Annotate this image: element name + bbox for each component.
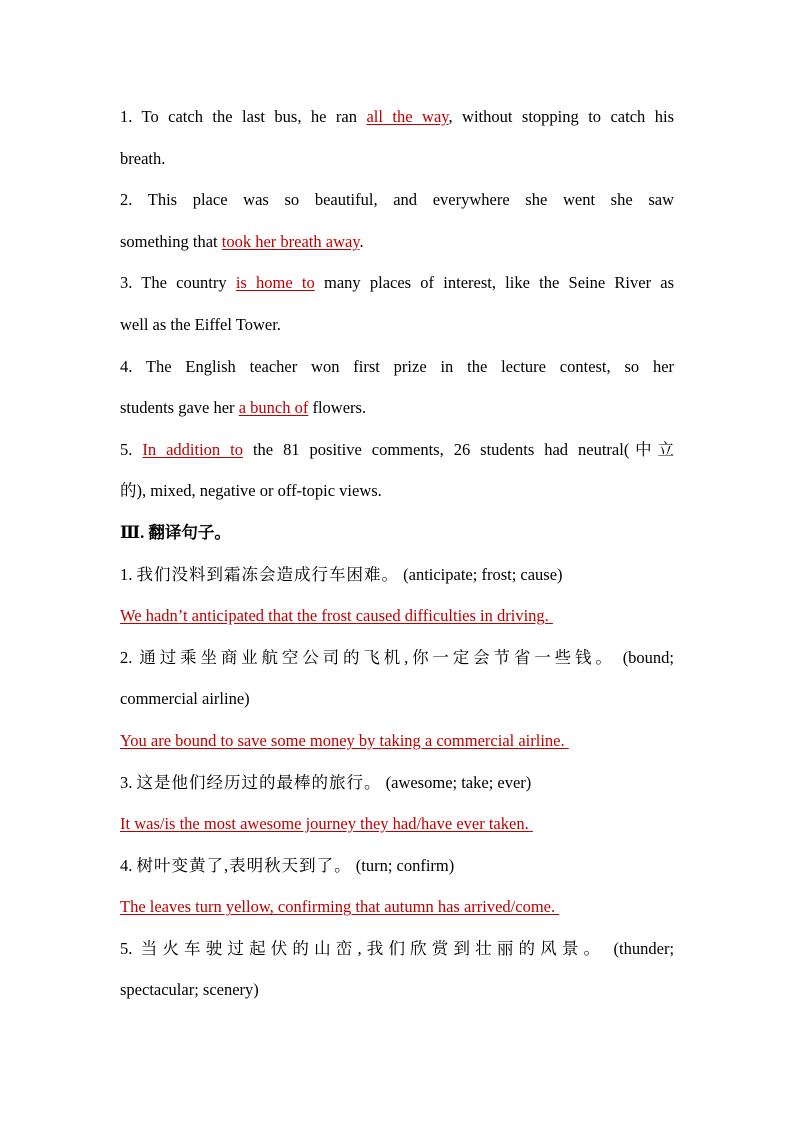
translate-2-hint-cont: commercial airline) <box>120 689 250 709</box>
translate-5-prompt <box>120 928 674 970</box>
answer-blank: took her breath away <box>221 231 360 251</box>
answer-blank: all the way <box>366 107 449 126</box>
item-number: 3. <box>120 273 133 293</box>
item-1-line-2: breath. <box>120 148 166 168</box>
document-page <box>120 96 674 1011</box>
chinese-sentence: 通过乘坐商业航空公司的飞机,你一定会节省一些钱。 <box>139 647 616 667</box>
item-number: 1. <box>120 107 133 126</box>
sentence-text: students gave her <box>120 398 235 418</box>
translate-4-prompt <box>120 845 674 887</box>
chinese-sentence: 树叶变黄了,表明秋天到了。 <box>136 855 352 875</box>
sentence-text: The country <box>141 273 227 293</box>
sentence-text: many places of interest, like the Seine River as <box>323 273 675 293</box>
translate-5-hint-cont: spectacular; scenery) <box>120 980 259 1000</box>
item-number: 5. <box>120 439 133 459</box>
translate-4-answer <box>120 886 674 928</box>
answer-blank: is home to <box>235 273 315 293</box>
answer-sentence: We hadn’t anticipated that the frost caused difficulties in driving. <box>120 606 553 626</box>
translate-2-answer <box>120 720 674 762</box>
answer-sentence: You are bound to save some money by taking a commercial airline. <box>120 730 569 750</box>
item-number: 2. <box>120 647 133 667</box>
item-3-line-1 <box>120 262 674 304</box>
item-5-line-2: 的), mixed, negative or off-topic views. <box>120 481 382 501</box>
translate-1-answer <box>120 595 674 637</box>
sentence-text: This place was so beautiful, and everywhere she went she saw <box>147 190 674 210</box>
translate-3-prompt <box>120 762 674 804</box>
answer-sentence: The leaves turn yellow, confirming that autumn has arrived/come. <box>120 897 560 917</box>
item-5-line-1 <box>120 429 674 471</box>
chinese-sentence: 当火车驶过起伏的山峦,我们欣赏到壮丽的风景。 <box>140 938 606 958</box>
item-number: 1. <box>120 564 133 584</box>
item-number: 4. <box>120 855 133 875</box>
translate-3-answer <box>120 803 674 845</box>
keyword-hint: (awesome; take; ever) <box>385 772 532 792</box>
section-heading: Ⅲ. 翻译句子。 <box>120 522 231 542</box>
item-3-line-2: well as the Eiffel Tower. <box>120 314 281 334</box>
sentence-text: the 81 positive comments, 26 students had neutral(中立 <box>252 439 675 459</box>
translate-1-prompt <box>120 554 674 596</box>
sentence-text: flowers. <box>312 398 367 418</box>
keyword-hint: (turn; confirm) <box>355 855 455 875</box>
keyword-hint: (bound; <box>622 647 675 667</box>
sentence-text: , without stopping to catch his <box>448 107 675 126</box>
translate-2-prompt <box>120 637 674 679</box>
sentence-text: something that <box>120 231 218 251</box>
item-number: 5. <box>120 938 133 958</box>
item-2-line-2 <box>120 221 674 263</box>
chinese-sentence: 这是他们经历过的最棒的旅行。 <box>136 772 382 792</box>
item-1-line-1 <box>120 96 674 138</box>
chinese-sentence: 我们没料到霜冻会造成行车困难。 <box>136 564 399 584</box>
item-2-line-1 <box>120 179 674 221</box>
answer-blank: In addition to <box>142 439 243 459</box>
answer-blank: a bunch of <box>238 398 309 418</box>
sentence-text: . <box>359 231 364 251</box>
sentence-text: The English teacher won first prize in the lecture contest, so her <box>145 356 675 376</box>
sentence-text: To catch the last bus, he ran <box>141 107 357 126</box>
keyword-hint: (thunder; <box>613 938 675 958</box>
item-number: 3. <box>120 772 133 792</box>
item-number: 4. <box>120 356 133 376</box>
item-4-line-1 <box>120 346 674 388</box>
answer-sentence: It was/is the most awesome journey they had/have ever taken. <box>120 814 533 834</box>
item-4-line-2 <box>120 387 674 429</box>
keyword-hint: (anticipate; frost; cause) <box>403 564 563 584</box>
item-number: 2. <box>120 190 133 210</box>
